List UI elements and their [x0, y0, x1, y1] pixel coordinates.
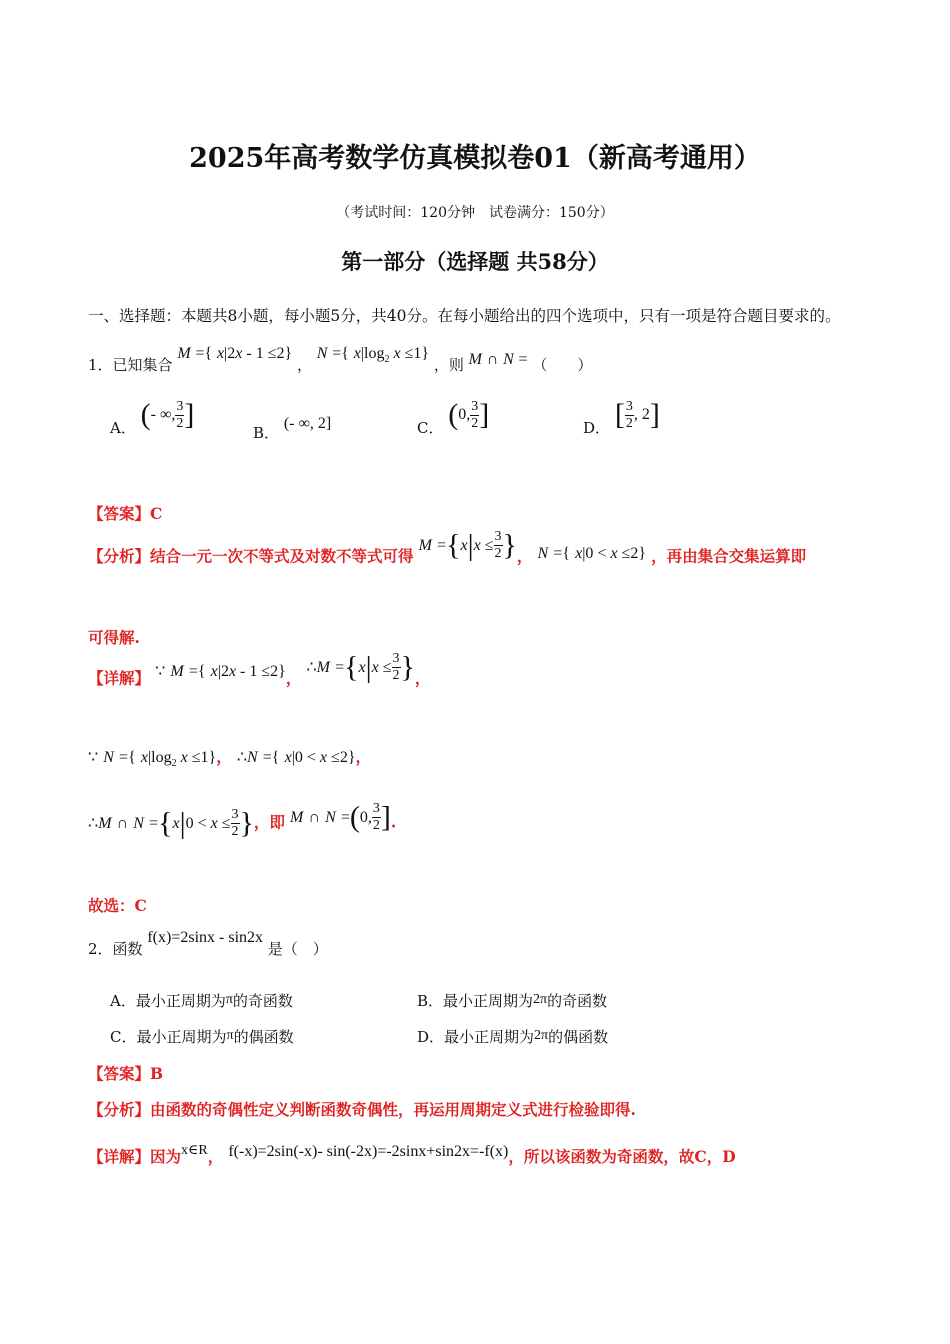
q1-prefix: 1．已知集合	[88, 356, 173, 374]
exam-meta: （考试时间：120分钟 试卷满分：150分）	[336, 205, 614, 221]
q2-option-d	[417, 1026, 608, 1047]
q1-detail-label: 【详解】	[88, 668, 151, 688]
part-title: 第一部分（选择题 共58分）	[341, 249, 609, 274]
q2-option-b-tail: 的奇函数	[547, 992, 608, 1010]
q2-option-d-label: D．最小正周期为	[417, 1028, 535, 1046]
page-title: 2025年高考数学仿真模拟卷01（新高考通用）	[189, 143, 761, 174]
q2-option-b	[417, 990, 607, 1011]
q2-analysis-label: 【分析】	[88, 1100, 151, 1119]
q2-option-c-tail: 的偶函数	[233, 1028, 294, 1046]
q1-option-b: B． (- ∞, 2]	[253, 415, 332, 442]
q2-detail: 【详解】因为x∈R， f(-x)=2sin(-x)- sin(-2x)=-2sinx+sin2x=-f(x)，所以该函数为奇函数，故C，D	[88, 1143, 736, 1166]
q2-option-a	[110, 990, 293, 1011]
q2-option-c	[110, 1026, 294, 1047]
q2-suffix: 是（ ）	[267, 940, 328, 958]
q1-analysis: 【分析】结合一元一次不等式及对数不等式可得 M ={x|x ≤ $\frac{3}{2}$ }， N ={ x|0 < x ≤2} ，再由集合交集运算即	[88, 528, 807, 566]
q1-blank: （ ）	[532, 356, 593, 374]
q1-answer: 【答案】C	[88, 504, 163, 523]
q1-option-c-label: C．	[417, 419, 444, 437]
q1-then: ，则	[433, 356, 464, 374]
q1-option-b-label: B．	[253, 424, 280, 442]
q1-analysis-text-2: ，再由集合交集运算即	[651, 546, 807, 566]
q2-option-b-period: 2π	[533, 992, 548, 1007]
q2-option-b-label: B．最小正周期为	[417, 992, 534, 1010]
q1-option-a: A． (- ∞, $\frac{3}{2}$ ]	[110, 398, 195, 437]
q1-option-d: D． [ $\frac{3}{2}$ , 2]	[583, 398, 660, 437]
q1-detail-line-3: ∴M ∩ N ={x|0 < x ≤ $\frac{3}{2}$ }，即 M ∩ N =(0, $\frac{3}{2}$ ].	[88, 800, 397, 839]
q1-option-a-label: A．	[110, 419, 136, 437]
q1-choose: 故选：C	[88, 896, 147, 915]
q2-detail-eq: f(-x)=2sin(-x)- sin(-2x)=-2sinx+sin2x=-f(x)	[228, 1143, 509, 1160]
q1-option-c: C． (0, $\frac{3}{2}$ ]	[417, 398, 490, 437]
q1-set-m: M ={ x|2x - 1 ≤2}	[177, 345, 293, 362]
section-intro: 一、选择题：本题共8小题，每小题5分，共40分。在每小题给出的四个选项中，只有一项是符合题目要求的。	[88, 307, 841, 325]
q2-option-a-label: A．最小正周期为	[110, 992, 226, 1010]
q1-detail-line-1: 【详解】 ∵ M ={ x|2x - 1 ≤2}， ∴M ={x|x ≤ $\frac{3}{2}$ }，	[88, 650, 431, 688]
q2-answer: 【答案】B	[88, 1064, 164, 1083]
question-1	[88, 345, 593, 377]
q2-option-a-period: π	[225, 992, 233, 1007]
q2-detail-because: 因为	[150, 1147, 182, 1166]
q1-set-n: N ={ $x|\log_2$ x ≤1}	[316, 345, 430, 365]
q2-option-a-tail: 的奇函数	[232, 992, 293, 1010]
q2-analysis-text: 由函数的奇偶性定义判断函数奇偶性，再运用周期定义式进行检验即得.	[150, 1100, 636, 1119]
q1-detail-line-2: ∵ N ={ $x|\log_2$ x ≤1}， ∴N ={ x|0 < x ≤2}，	[88, 747, 372, 769]
q2-option-d-tail: 的偶函数	[548, 1028, 609, 1046]
q1-conclusion: 即	[269, 812, 285, 832]
q1-analysis-text-1: 结合一元一次不等式及对数不等式可得	[150, 546, 414, 566]
q2-detail-tail: ，所以该函数为奇函数，故C，D	[508, 1147, 736, 1166]
q2-option-d-period: 2π	[534, 1028, 549, 1043]
q2-option-c-label: C．最小正周期为	[110, 1028, 227, 1046]
q2-prefix: 2．函数	[88, 940, 143, 958]
q2-option-c-period: π	[226, 1028, 234, 1043]
q2-detail-domain: x∈R	[181, 1143, 208, 1158]
q1-option-d-label: D．	[583, 419, 611, 437]
question-2	[88, 929, 328, 959]
q1-analysis-text-3: 可得解.	[88, 628, 140, 647]
q1-comma: ，	[296, 356, 312, 374]
q2-detail-label: 【详解】	[88, 1147, 151, 1166]
q1-analysis-label: 【分析】	[88, 546, 151, 566]
q2-analysis	[88, 1098, 636, 1120]
q2-func: f(x)=2sinx - sin2x	[147, 929, 264, 946]
q1-intersection: M ∩ N =	[468, 351, 528, 368]
